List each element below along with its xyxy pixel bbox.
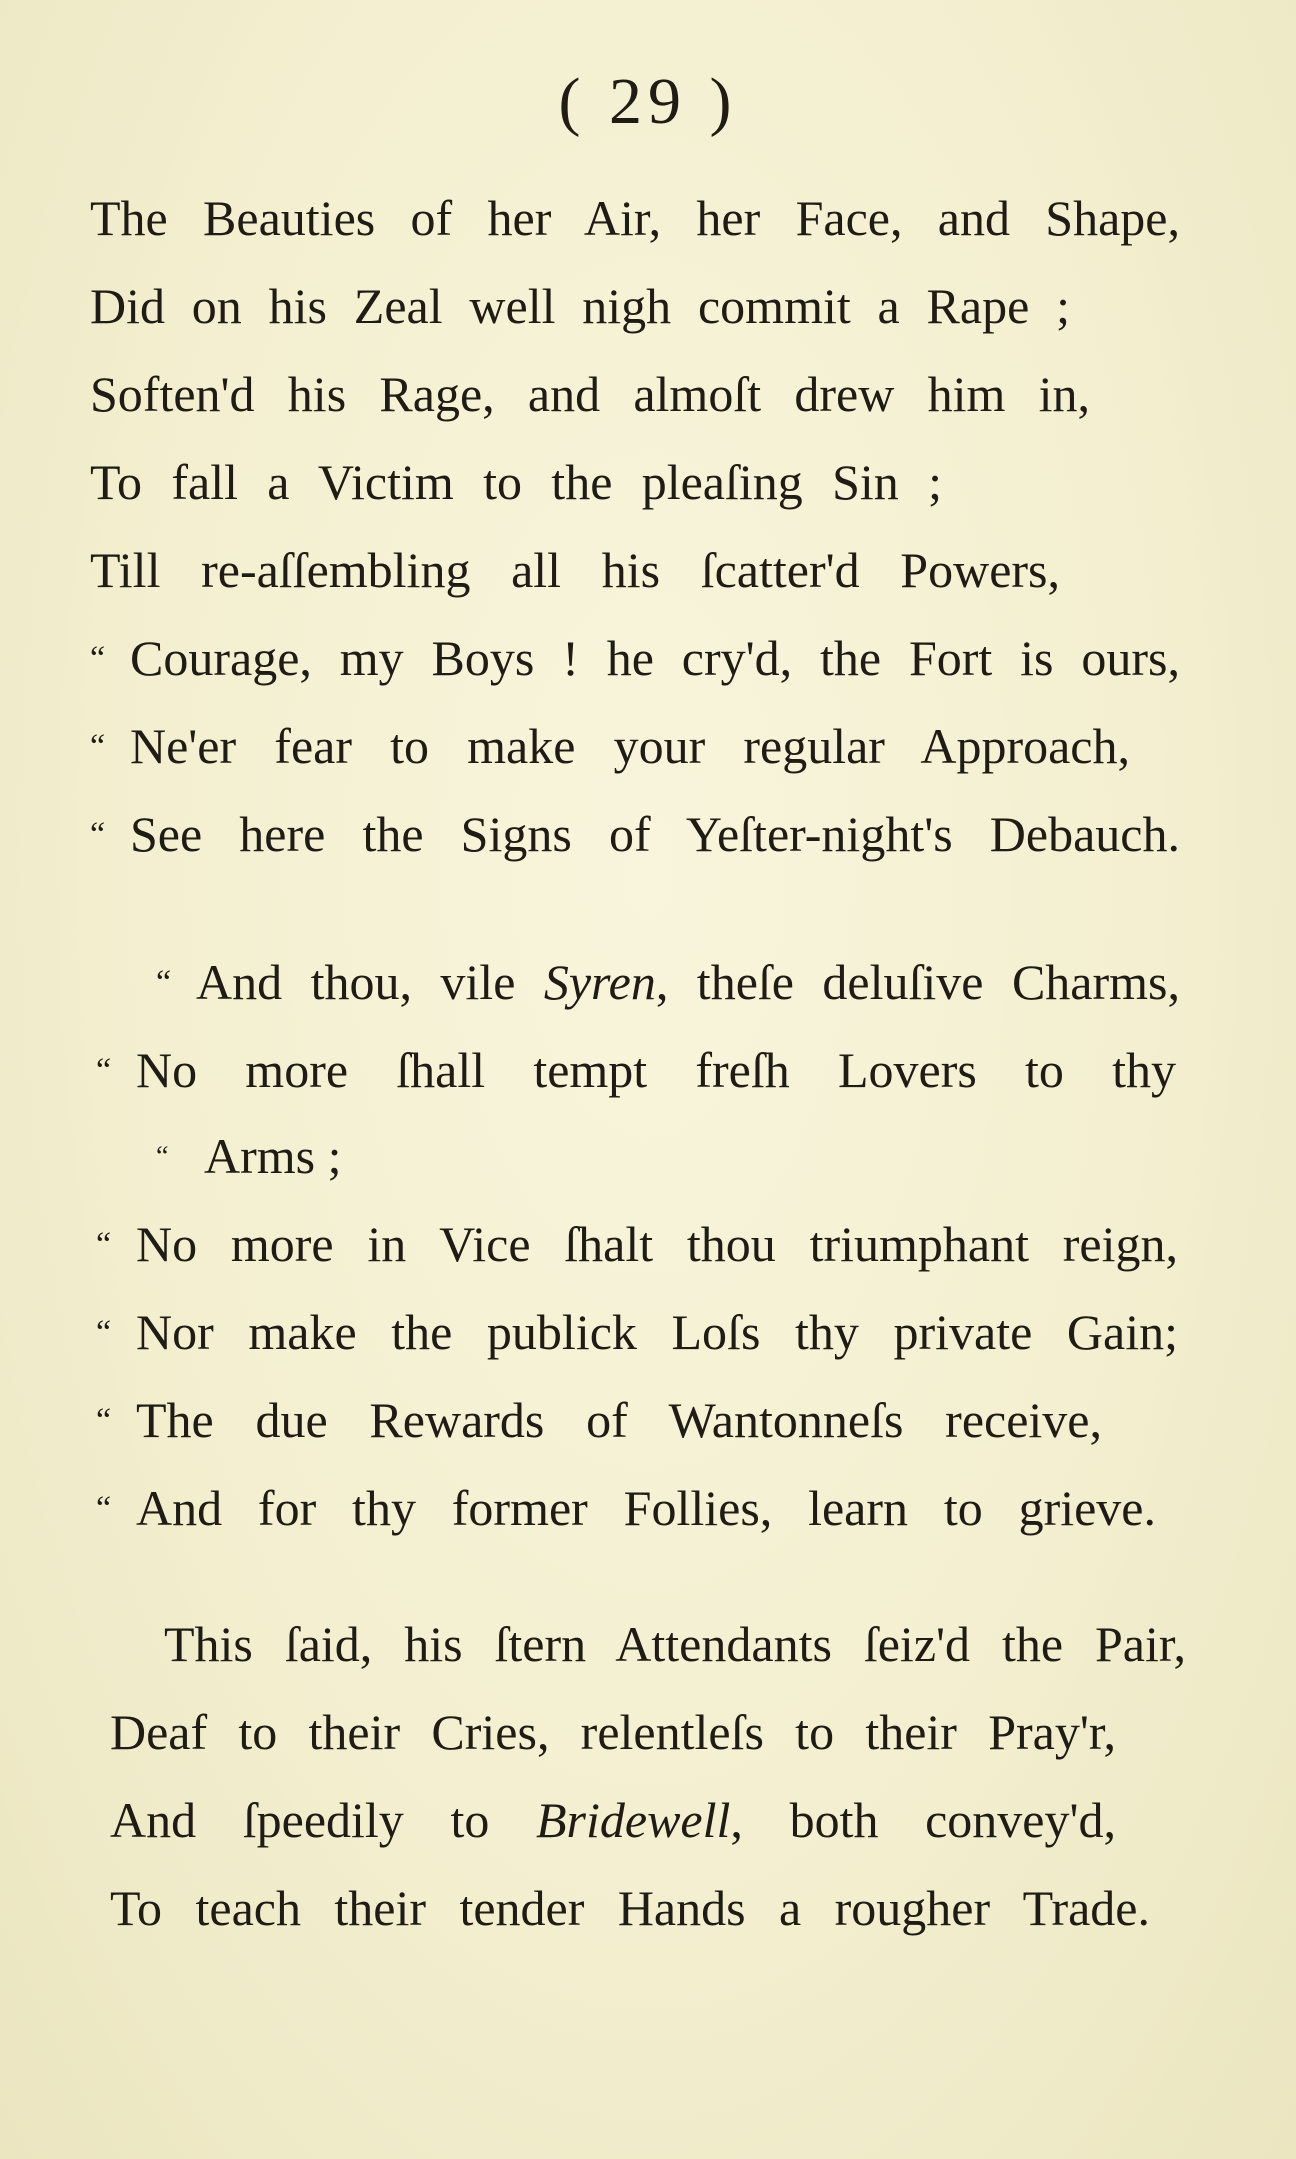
verse-line: Did on his Zeal well nigh commit a Rape ; <box>90 278 1070 334</box>
verse-line: To fall a Victim to the pleaſing Sin ; <box>90 454 942 510</box>
verse-text: No more in Vice ſhalt thou triumphant reign, <box>136 1216 1178 1272</box>
verse-line <box>96 1214 1178 1275</box>
verse-line <box>90 628 1180 689</box>
verse-line <box>96 1040 1176 1101</box>
verse-line <box>90 716 1130 777</box>
verse-line: The Beauties of her Air, her Face, and Shape, <box>90 190 1180 246</box>
verse-text: Courage, my Boys ! he cry'd, the Fort is ours, <box>130 630 1180 686</box>
quote-mark: “ <box>96 1314 112 1351</box>
verse-line: To teach their tender Hands a rougher Trade. <box>110 1880 1150 1936</box>
verse-text: Arms ; <box>204 1128 342 1184</box>
verse-line <box>90 804 1180 865</box>
verse-line: Deaf to their Cries, relentleſs to their Pray'r, <box>110 1704 1116 1760</box>
verse-text: Nor make the publick Loſs thy private Gain; <box>136 1304 1178 1360</box>
verse-line: “ And thou, vile Syren, theſe deluſive Charms, <box>156 952 1180 1013</box>
quote-mark: “ <box>90 640 106 677</box>
quote-mark: “ <box>156 1141 169 1172</box>
italic-name: Bridewell <box>536 1792 731 1848</box>
quote-mark: “ <box>156 964 172 1001</box>
verse-text: Ne'er fear to make your regular Approach, <box>130 718 1130 774</box>
verse-line <box>96 1390 1102 1451</box>
italic-name: Syren <box>543 954 656 1010</box>
verse-line: Soften'd his Rage, and almoſt drew him in, <box>90 366 1090 422</box>
verse-line: This ſaid, his ſtern Attendants ſeiz'd the Pair, <box>164 1616 1186 1672</box>
quote-mark: “ <box>96 1052 112 1089</box>
verse-text: See here the Signs of Yeſter-night's Debauch. <box>130 806 1180 862</box>
quote-mark: “ <box>96 1226 112 1263</box>
verse-text: And for thy former Follies, learn to grieve. <box>136 1480 1156 1536</box>
verse-text: The due Rewards of Wantonneſs receive, <box>136 1392 1102 1448</box>
verse-text: No more ſhall tempt freſh Lovers to thy <box>136 1042 1176 1098</box>
verse-line <box>96 1478 1156 1539</box>
quote-mark: “ <box>96 1402 112 1439</box>
quote-mark: “ <box>96 1490 112 1527</box>
verse-line: And ſpeedily to Bridewell, both convey'd, <box>110 1792 1116 1848</box>
verse-line <box>96 1302 1178 1363</box>
quote-mark: “ <box>90 728 106 765</box>
verse-line <box>156 1126 342 1187</box>
page-number: ( 29 ) <box>558 65 738 138</box>
verse-line: Till re-aſſembling all his ſcatter'd Powers, <box>90 542 1060 598</box>
quote-mark: “ <box>90 816 106 853</box>
